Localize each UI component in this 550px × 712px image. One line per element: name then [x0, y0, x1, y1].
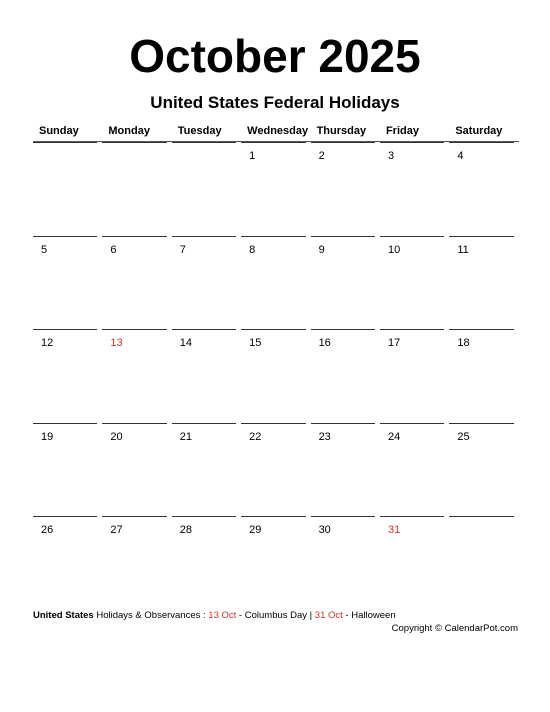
day-number: 6 — [102, 236, 166, 330]
calendar-day-cell — [241, 142, 310, 236]
day-number: 10 — [380, 236, 444, 330]
calendar-week-row — [33, 516, 519, 610]
day-number: 5 — [33, 236, 97, 330]
day-number: 26 — [33, 516, 97, 610]
calendar-day-cell — [172, 142, 241, 236]
footer-label: Holidays & Observances : — [93, 610, 209, 621]
calendar-week-row — [33, 423, 519, 517]
calendar-day-cell — [311, 516, 380, 610]
calendar-week-row — [33, 142, 519, 236]
calendar-day-cell — [172, 516, 241, 610]
calendar-day-cell — [311, 423, 380, 517]
calendar-day-cell — [241, 236, 310, 330]
page-title: October 2025 — [129, 30, 421, 82]
day-number: 14 — [172, 329, 236, 423]
calendar-day-cell — [102, 236, 171, 330]
calendar-day-cell — [311, 236, 380, 330]
day-number: 20 — [102, 423, 166, 517]
calendar-day-cell — [449, 516, 518, 610]
calendar-day-cell — [172, 329, 241, 423]
weekday-wednesday: Wednesday — [241, 124, 310, 142]
calendar-day-cell — [33, 423, 102, 517]
day-number: 4 — [449, 142, 513, 236]
day-number: 28 — [172, 516, 236, 610]
calendar-week-row — [33, 329, 519, 423]
calendar-day-cell — [33, 142, 102, 236]
footer-holiday-name: - Columbus Day | — [236, 610, 315, 621]
weekday-sunday: Sunday — [33, 124, 102, 142]
calendar-grid — [33, 124, 519, 610]
calendar-day-cell — [102, 516, 171, 610]
day-number — [449, 516, 513, 610]
calendar-day-cell — [102, 142, 171, 236]
day-number: 9 — [311, 236, 375, 330]
day-number: 8 — [241, 236, 305, 330]
day-number: 29 — [241, 516, 305, 610]
calendar-day-cell — [311, 142, 380, 236]
day-number: 19 — [33, 423, 97, 517]
calendar-day-cell — [241, 516, 310, 610]
calendar-day-cell — [172, 423, 241, 517]
day-number: 2 — [311, 142, 375, 236]
calendar-day-cell — [449, 423, 518, 517]
footer-country: United States — [33, 610, 94, 621]
calendar-day-cell — [33, 329, 102, 423]
calendar-day-cell — [449, 142, 518, 236]
calendar-day-cell — [380, 516, 449, 610]
day-number: 17 — [380, 329, 444, 423]
calendar-day-cell — [172, 236, 241, 330]
calendar-week-row — [33, 236, 519, 330]
weekday-header-row — [33, 124, 519, 142]
calendar-weeks — [33, 142, 519, 610]
day-number: 1 — [241, 142, 305, 236]
day-number — [33, 142, 97, 236]
calendar-day-cell — [449, 236, 518, 330]
day-number: 18 — [449, 329, 513, 423]
day-number: 31 — [380, 516, 444, 610]
page-subtitle: United States Federal Holidays — [150, 93, 400, 112]
copyright-text: Copyright © CalendarPot.com — [391, 623, 518, 634]
calendar-day-cell — [380, 142, 449, 236]
calendar-day-cell — [102, 423, 171, 517]
calendar-day-cell — [311, 329, 380, 423]
day-number: 25 — [449, 423, 513, 517]
calendar-day-cell — [380, 423, 449, 517]
calendar-day-cell — [449, 329, 518, 423]
day-number: 21 — [172, 423, 236, 517]
calendar-day-cell — [33, 516, 102, 610]
footer-holiday-date: 13 Oct — [208, 610, 237, 621]
weekday-monday: Monday — [102, 124, 171, 142]
calendar-day-cell — [241, 329, 310, 423]
footer-holiday-date: 31 Oct — [314, 610, 343, 621]
day-number — [102, 142, 166, 236]
day-number: 22 — [241, 423, 305, 517]
day-number: 23 — [311, 423, 375, 517]
weekday-tuesday: Tuesday — [172, 124, 241, 142]
day-number: 7 — [172, 236, 236, 330]
calendar-day-cell — [380, 236, 449, 330]
day-number: 24 — [380, 423, 444, 517]
day-number: 15 — [241, 329, 305, 423]
weekday-saturday: Saturday — [449, 124, 518, 142]
day-number: 13 — [102, 329, 166, 423]
calendar-day-cell — [380, 329, 449, 423]
footer-holiday-name: - Halloween — [342, 610, 396, 621]
weekday-thursday: Thursday — [311, 124, 380, 142]
calendar-day-cell — [102, 329, 171, 423]
weekday-friday: Friday — [380, 124, 449, 142]
day-number: 30 — [311, 516, 375, 610]
day-number: 16 — [311, 329, 375, 423]
day-number: 11 — [449, 236, 513, 330]
day-number: 27 — [102, 516, 166, 610]
day-number: 3 — [380, 142, 444, 236]
day-number: 12 — [33, 329, 97, 423]
calendar-day-cell — [33, 236, 102, 330]
holidays-footer — [33, 610, 519, 622]
day-number — [172, 142, 236, 236]
calendar-day-cell — [241, 423, 310, 517]
